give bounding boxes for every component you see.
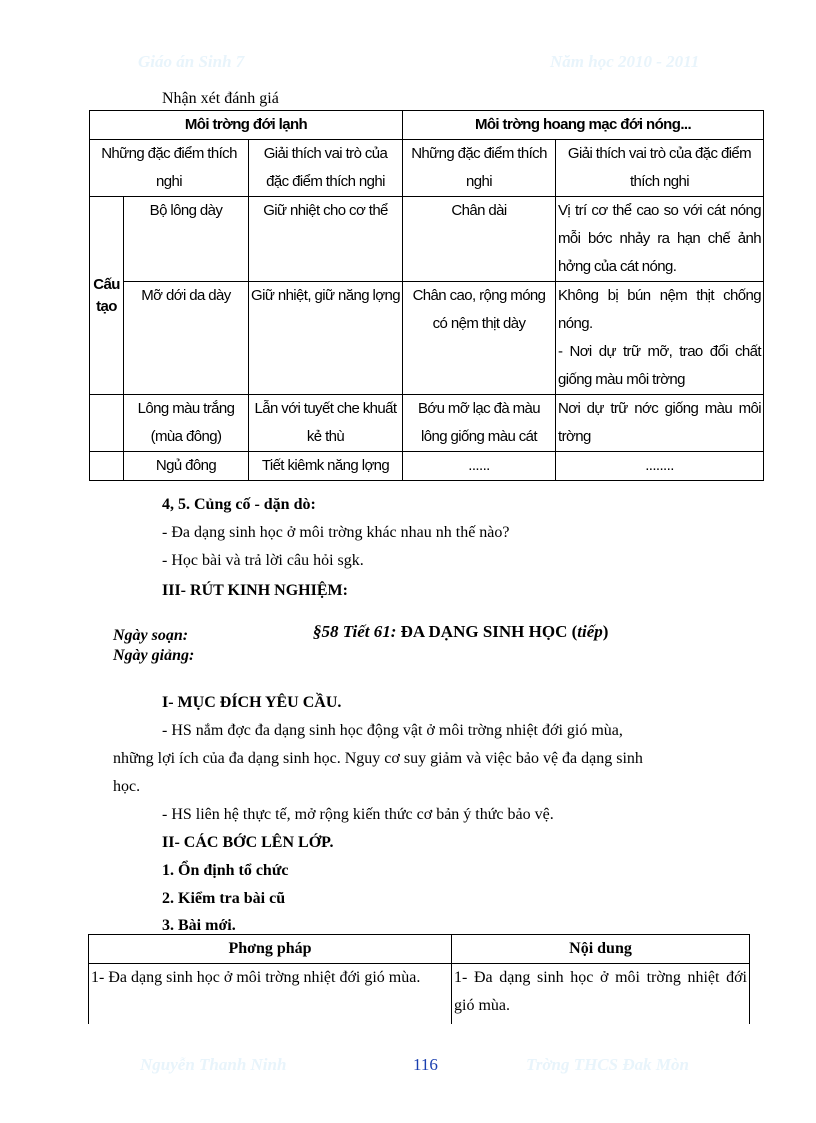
row-label-cau-tao: Cấu tạo bbox=[90, 197, 124, 395]
lesson-title-text: ĐA DẠNG SINH HỌC ( bbox=[400, 622, 578, 641]
table-cell: Lẫn với tuyết che khuất kẻ thù bbox=[249, 395, 403, 452]
subheader: Những đặc điểm thích nghi bbox=[403, 140, 556, 197]
table-cell: ...... bbox=[403, 452, 556, 481]
page-number: 116 bbox=[413, 1055, 438, 1074]
step-1: 1. Ổn định tổ chức bbox=[162, 862, 289, 879]
rut-kinh-nghiem-heading: III- RÚT KINH NGHIỆM: bbox=[162, 582, 348, 599]
lesson-title bbox=[313, 622, 608, 642]
cac-buoc-heading: II- CÁC BỚC LÊN LỚP. bbox=[162, 834, 334, 851]
table-cell: Giữ nhiệt cho cơ thể bbox=[249, 197, 403, 282]
muc-dich-para: những lợi ích của đa dạng sinh học. Nguy cơ suy giảm và việc bảo vệ đa dạng sinh bbox=[113, 750, 643, 767]
header-noi-dung: Nội dung bbox=[452, 935, 750, 964]
empty-cell bbox=[90, 395, 124, 452]
adaptation-table bbox=[89, 110, 764, 481]
table-cell: Bộ lông dày bbox=[124, 197, 249, 282]
cung-co-line: - Học bài và trả lời câu hỏi sgk. bbox=[162, 552, 364, 569]
header-phuong-phap: Phơng pháp bbox=[89, 935, 452, 964]
table-cell: Vị trí cơ thể cao so với cát nóng mỗi bớc nhảy ra hạn chế ảnh hởng của cát nóng. bbox=[556, 197, 764, 282]
step-2: 2. Kiểm tra bài cũ bbox=[162, 890, 286, 907]
header-cold-zone: Môi trờng đới lạnh bbox=[90, 111, 403, 140]
header-right: Năm học 2010 - 2011 bbox=[550, 52, 700, 71]
header-desert-zone: Môi trờng hoang mạc đới nóng... bbox=[403, 111, 764, 140]
step-3: 3. Bài mới. bbox=[162, 917, 236, 934]
table-cell: Chân cao, rộng móng có nệm thịt dày bbox=[403, 282, 556, 395]
lesson-dates bbox=[113, 626, 194, 666]
subheader: Giải thích vai trò của đặc điểm thích nghi bbox=[556, 140, 764, 197]
muc-dich-heading: I- MỤC ĐÍCH YÊU CẦU. bbox=[162, 694, 342, 711]
subheader: Giải thích vai trò của đặc điểm thích nghi bbox=[249, 140, 403, 197]
subheader: Những đặc điểm thích nghi bbox=[90, 140, 249, 197]
muc-dich-para: học. bbox=[113, 778, 141, 795]
cung-co-heading: 4, 5. Củng cố - dặn dò: bbox=[162, 496, 316, 513]
table-cell: Ngủ đông bbox=[124, 452, 249, 481]
muc-dich-para: - HS liên hệ thực tế, mở rộng kiến thức cơ bản ý thức bảo vệ. bbox=[162, 806, 554, 823]
table-cell: Lông màu trắng (mùa đông) bbox=[124, 395, 249, 452]
table-cell: Không bị bún nệm thịt chống nóng. - Nơi dự trữ mỡ, trao đổi chất giống màu môi trờng bbox=[556, 282, 764, 395]
table-cell: 1- Đa dạng sinh học ở môi trờng nhiệt đới gió mùa. bbox=[89, 964, 452, 1025]
muc-dich-para: - HS nắm đợc đa dạng sinh học động vật ở môi trờng nhiệt đới gió mùa, bbox=[162, 722, 623, 739]
ngay-soan: Ngày soạn: bbox=[113, 627, 189, 644]
header-left: Giáo án Sinh 7 bbox=[138, 52, 245, 71]
section-label: Nhận xét đánh giá bbox=[162, 90, 279, 107]
footer-author: Nguyễn Thanh Ninh bbox=[140, 1055, 287, 1074]
lesson-title-tiep: tiếp bbox=[577, 622, 603, 641]
table-cell: Giữ nhiệt, giữ năng lợng bbox=[249, 282, 403, 395]
lesson-number: §58 Tiết 61: bbox=[313, 622, 397, 641]
table-cell: Bớu mỡ lạc đà màu lông giống màu cát bbox=[403, 395, 556, 452]
table-cell: Chân dài bbox=[403, 197, 556, 282]
table-cell: ........ bbox=[556, 452, 764, 481]
lesson-title-close: ) bbox=[602, 622, 609, 641]
footer-school: Trờng THCS Đak Mòn bbox=[526, 1055, 689, 1074]
lesson-table bbox=[88, 934, 750, 1024]
table-cell: Nơi dự trữ nớc giống màu môi trờng bbox=[556, 395, 764, 452]
cung-co-line: - Đa dạng sinh học ở môi trờng khác nhau nh thế nào? bbox=[162, 524, 510, 541]
table-cell: 1- Đa dạng sinh học ở môi trờng nhiệt đới gió mùa. bbox=[452, 964, 750, 1025]
table-cell: Tiết kiêmk năng lợng bbox=[249, 452, 403, 481]
table-cell: Mỡ dới da dày bbox=[124, 282, 249, 395]
empty-cell bbox=[90, 452, 124, 481]
ngay-giang: Ngày giảng: bbox=[113, 647, 195, 664]
